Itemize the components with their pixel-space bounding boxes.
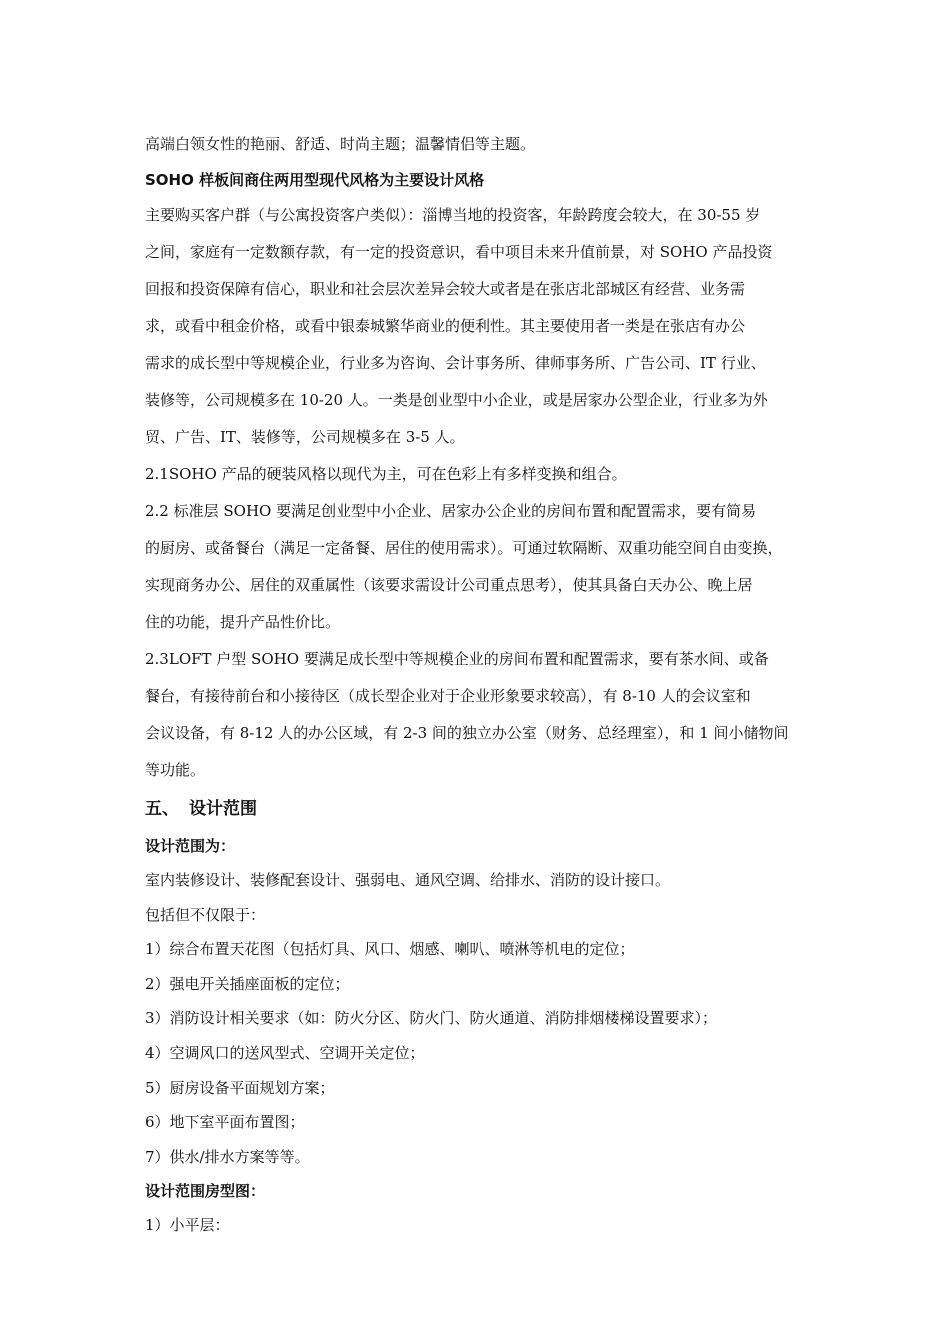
item-2-2-paragraph bbox=[145, 493, 815, 641]
list-item: 1）综合布置天花图（包括灯具、风口、烟感、喇叭、喷淋等机电的定位； bbox=[145, 940, 635, 959]
section-number: 五、 bbox=[145, 799, 179, 819]
list-item: 5）厨房设备平面规划方案； bbox=[145, 1078, 335, 1097]
customer-paragraph bbox=[145, 197, 815, 456]
paragraph-line: 需求的成长型中等规模企业，行业多为咨询、会计事务所、律师事务所、广告公司、IT 行业、 bbox=[145, 354, 766, 372]
section-five-heading bbox=[145, 789, 815, 829]
paragraph-line: 等功能。 bbox=[145, 761, 206, 779]
scope-text: 室内装修设计、装修配套设计、强弱电、通风空调、给排水、消防的设计接口。 bbox=[145, 871, 671, 889]
paragraph-line: 2.2 标准层 SOHO 要满足创业型中小企业、居家办公企业的房间布置和配置需求，要有简易 bbox=[145, 502, 757, 520]
paragraph-line: 主要购买客户群（与公寓投资客户类似）：淄博当地的投资客，年龄跨度会较大，在 30-55 岁 bbox=[145, 206, 761, 224]
item-2-1: 2.1SOHO 产品的硬装风格以现代为主，可在色彩上有多样变换和组合。 bbox=[145, 465, 627, 483]
paragraph-line: 的厨房、或备餐台（满足一定备餐、居住的使用需求）。可通过软隔断、双重功能空间自由变换， bbox=[145, 539, 783, 557]
list-item: 2）强电开关插座面板的定位； bbox=[145, 974, 350, 993]
paragraph-line: 之间，家庭有一定数额存款，有一定的投资意识，看中项目未来升值前景，对 SOHO 产品投资 bbox=[145, 243, 773, 261]
paragraph-line: 会议设备，有 8-12 人的办公区域，有 2-3 间的独立办公室（财务、总经理室），和 1 间小储物间 bbox=[145, 724, 789, 742]
paragraph-line: 贸、广告、IT、装修等，公司规模多在 3-5 人。 bbox=[145, 428, 465, 446]
paragraph-line: 回报和投资保障有信心，职业和社会层次差异会较大或者是在张店北部城区有经营、业务需 bbox=[145, 280, 746, 298]
intro-line: 高端白领女性的艳丽、舒适、时尚主题；温馨情侣等主题。 bbox=[145, 135, 536, 153]
soho-style-heading: SOHO 样板间商住两用型现代风格为主要设计风格 bbox=[145, 171, 485, 189]
includes-text: 包括但不仅限于： bbox=[145, 905, 266, 924]
paragraph-line: 实现商务办公、居住的双重属性（该要求需设计公司重点思考），使其具备白天办公、晚上居 bbox=[145, 576, 753, 594]
floorplan-list bbox=[145, 1208, 815, 1243]
list-item: 6）地下室平面布置图； bbox=[145, 1113, 305, 1132]
document-page bbox=[145, 126, 815, 1243]
paragraph-line: 2.3LOFT 户型 SOHO 要满足成长型中等规模企业的房间布置和配置需求，要有茶水间、或备 bbox=[145, 650, 769, 668]
list-item: 7）供水/排水方案等等。 bbox=[145, 1147, 310, 1166]
paragraph-line: 餐台，有接待前台和小接待区（成长型企业对于企业形象要求较高），有 8-10 人的会议室和 bbox=[145, 687, 751, 705]
floorplan-heading: 设计范围房型图： bbox=[145, 1182, 266, 1201]
paragraph-line: 求，或看中租金价格，或看中银泰城繁华商业的便利性。其主要使用者一类是在张店有办公 bbox=[145, 317, 746, 335]
list-item: 3）消防设计相关要求（如：防火分区、防火门、防火通道、消防排烟楼梯设置要求）； bbox=[145, 1009, 718, 1028]
list-item: 1）小平层： bbox=[145, 1216, 230, 1235]
paragraph-line: 住的功能，提升产品性价比。 bbox=[145, 613, 341, 631]
section-title: 设计范围 bbox=[189, 799, 257, 819]
paragraph-line: 装修等，公司规模多在 10-20 人。一类是创业型中小企业，或是居家办公型企业，行业多为外 bbox=[145, 391, 768, 409]
scope-heading: 设计范围为： bbox=[145, 837, 236, 855]
list-item: 4）空调风口的送风型式、空调开关定位； bbox=[145, 1043, 425, 1062]
scope-content bbox=[145, 863, 815, 1174]
item-2-3-paragraph bbox=[145, 641, 815, 789]
